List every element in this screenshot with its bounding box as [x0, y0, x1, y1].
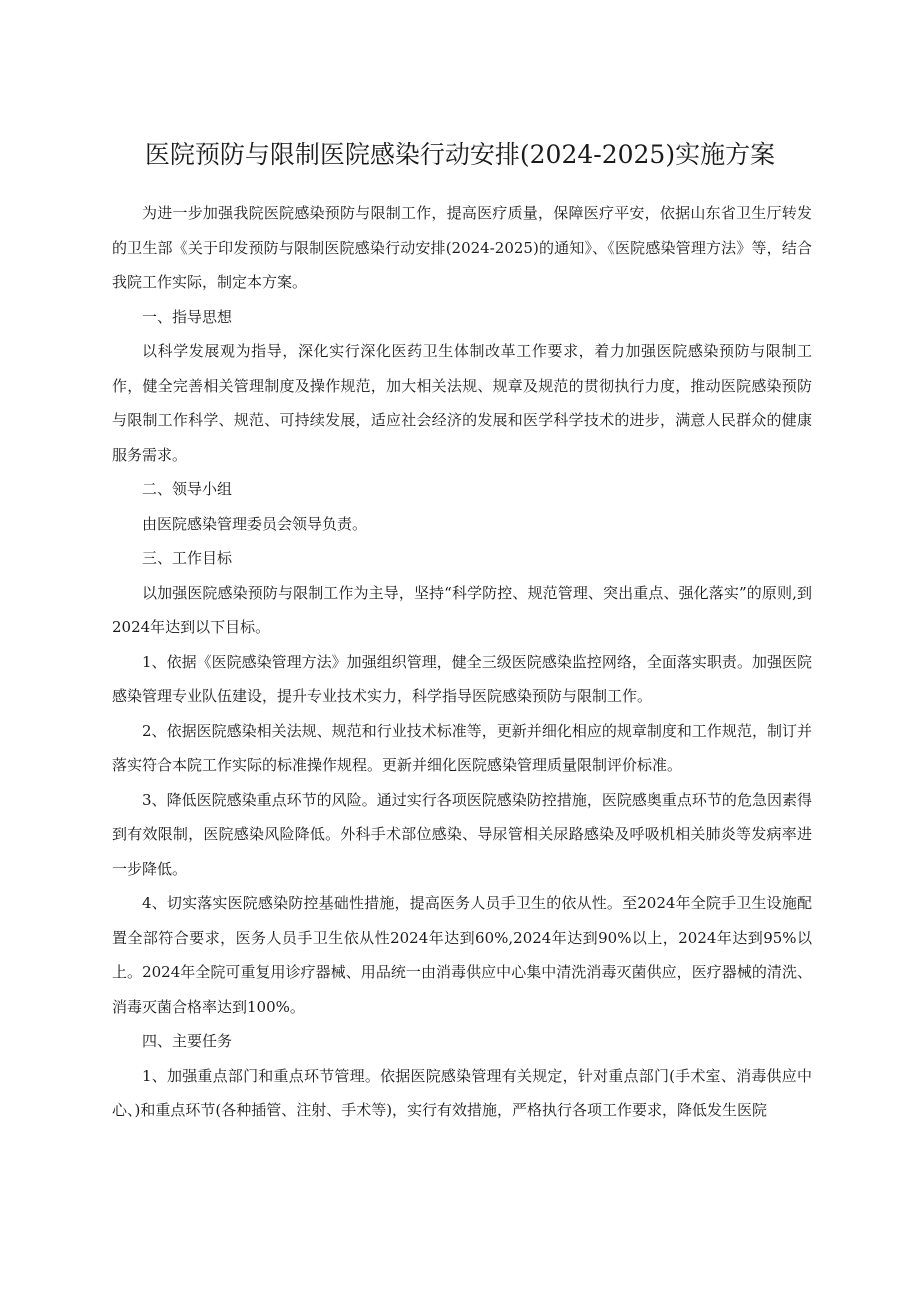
- document-title: 医院预防与限制医院感染行动安排(2024-2025)实施方案: [144, 140, 776, 169]
- goal-item-3: 3、降低医院感染重点环节的风险。通过实行各项医院感染防控措施，医院感奥重点环节的危急因素得到有效限制，医院感染风险降低。外科手术部位感染、导尿管相关尿路感染及呼吸机相关肺炎等发病率进一步降低。: [112, 790, 812, 878]
- section-heading-guiding-ideology: 一、指导思想: [142, 307, 233, 326]
- leadership-group-paragraph: 由医院感染管理委员会领导负责。: [142, 514, 368, 533]
- goal-item-4: 4、切实落实医院感染防控基础性措施，提高医务人员手卫生的依从性。至2024年全院手卫生设施配置全部符合要求，医务人员手卫生依从性2024年达到60%,2024年达到90%以上，2024年达到95%以上。2024年全院可重复用诊疗器械、用品统一由消毒供应中心集中清洗消毒灭菌供应，医疗器械的清洗、消毒灭菌合格率达到100%。: [112, 894, 812, 1016]
- document-body: [112, 196, 812, 1128]
- goal-item-2: 2、依据医院感染相关法规、规范和行业技术标准等，更新并细化相应的规章制度和工作规范，制订并落实符合本院工作实际的标准操作规程。更新并细化医院感染管理质量限制评价标准。: [112, 721, 812, 774]
- guiding-ideology-paragraph: 以科学发展观为指导，深化实行深化医药卫生体制改革工作要求，着力加强医院感染预防与限制工作，健全完善相关管理制度及操作规范，加大相关法规、规章及规范的贯彻执行力度，推动医院感染预防与限制工作科学、规范、可持续发展，适应社会经济的发展和医学科学技术的进步，满意人民群众的健康服务需求。: [112, 342, 812, 464]
- task-item-1: 1、加强重点部门和重点环节管理。依据医院感染管理有关规定，针对重点部门(手术室、消毒供应中心、)和重点环节(各种插管、注射、手术等)，实行有效措施，严格执行各项工作要求，降低发生医院: [112, 1066, 812, 1119]
- section-heading-leadership-group: 二、领导小组: [142, 480, 233, 498]
- work-goals-paragraph: 以加强医院感染预防与限制工作为主导，坚持“科学防控、规范管理、突出重点、强化落实”的原则,到2024年达到以下目标。: [112, 583, 812, 636]
- section-heading-main-tasks: 四、主要任务: [142, 1032, 233, 1050]
- section-heading-work-goals: 三、工作目标: [142, 549, 233, 567]
- goal-item-1: 1、依据《医院感染管理方法》加强组织管理，健全三级医院感染监控网络，全面落实职责。加强医院感染管理专业队伍建设，提升专业技术实力，科学指导医院感染预防与限制工作。: [112, 652, 812, 705]
- intro-paragraph: 为进一步加强我院医院感染预防与限制工作，提高医疗质量，保障医疗平安，依据山东省卫生厅转发的卫生部《关于印发预防与限制医院感染行动安排(2024-2025)的通知》、《医院感染管理方法》等，结合我院工作实际，制定本方案。: [112, 204, 812, 291]
